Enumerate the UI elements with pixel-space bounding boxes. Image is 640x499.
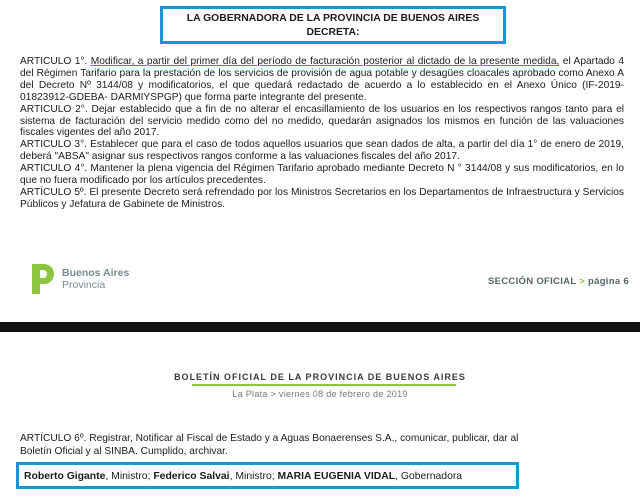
article-5-label: ARTÍCULO 5º. — [20, 186, 87, 198]
decree-header-line1: LA GOBERNADORA DE LA PROVINCIA DE BUENOS AIRES — [186, 13, 480, 24]
signer-2-role: , Ministro; — [229, 471, 278, 482]
section-label: SECCIÓN OFICIAL — [488, 276, 577, 287]
page-number: página 6 — [588, 276, 629, 287]
logo-text — [62, 268, 129, 291]
article-2 — [20, 104, 624, 140]
article-6 — [20, 433, 530, 458]
article-3-text: Establecer que para el caso de todos aquellos usuarios que sean dados de alta, a partir del día 1° de enero de 2019, deberá "ABSA" asignar sus respectivos rangos conforme a las valuaciones fiscales del año 2017. — [20, 139, 624, 163]
article-5 — [20, 187, 624, 211]
article-6-label: ARTÍCULO 6º. — [20, 433, 87, 444]
articles-body — [20, 56, 624, 211]
decree-header — [160, 6, 506, 44]
article-5-text: El presente Decreto será refrendado por los Ministros Secretarios en los Departamentos de Infraestructura y Servicios Públicos y Jefatura de Gabinete de Ministros. — [20, 186, 624, 210]
signer-2-name: Federico Salvai — [153, 471, 230, 482]
article-4-text: Mantener la plena vigencia del Régimen Tarifario aprobado mediante Decreto N ° 3144/08 y sus modificatorios, en lo que no fuera modificado por los artículos precedentes. — [20, 163, 624, 187]
logo-line2: Provincia — [62, 278, 106, 291]
signer-3-role: , Gobernadora — [395, 471, 463, 482]
article-1 — [20, 56, 624, 104]
section-arrow: > — [579, 276, 586, 287]
bulletin-title: BOLETÍN OFICIAL DE LA PROVINCIA DE BUENOS AIRES — [174, 372, 466, 382]
article-1-text: el Apartado 4 del Régimen Tarifario para la prestación de los servicios de provisión de agua potable y desagües cloacales aprobado como Anexo A del Decreto Nº 3144/08 y modificatorios, el que quedará redactado de acuerdo a lo establecido en el Anexo Único (IF-2019-01823912-GDEBA- DARMIYSPGP) que forma parte integrante del presente. — [20, 56, 624, 103]
signer-1-name: Roberto Gigante — [24, 471, 106, 482]
buenos-aires-logo-icon — [28, 262, 56, 296]
article-3 — [20, 139, 624, 163]
bulletin-rule — [192, 384, 456, 386]
signer-3-name: MARIA EUGENIA VIDAL — [277, 471, 396, 482]
signer-1-role: , Ministro; — [105, 471, 154, 482]
bulletin-subtitle: La Plata > viernes 08 de febrero de 2019 — [232, 389, 408, 399]
article-4-label: ARTICULO 4°. — [20, 163, 88, 175]
article-4 — [20, 163, 624, 187]
article-1-label: ARTICULO 1°. — [20, 56, 88, 67]
page-divider — [0, 322, 640, 332]
logo-line1: Buenos Aires — [62, 267, 130, 279]
article-2-text: Dejar establecido que a fin de no alterar el encasillamiento de los usuarios en los respectivos rangos tanto para el sistema de facturación del servicio medido como del no medido, quedarán asignados los mismos en función de las valuaciones fiscales vigentes del año 2017. — [20, 103, 624, 139]
section-footer — [488, 276, 629, 287]
signers-box — [16, 462, 519, 489]
article-2-label: ARTICULO 2°. — [20, 103, 88, 115]
article-6-text: Registrar, Notificar al Fiscal de Estado y a Aguas Bonaerenses S.A., comunicar, publicar, dar al Boletín Oficial y al SINBA. Cumplido, archivar. — [20, 433, 519, 457]
article-3-label: ARTICULO 3°. — [20, 139, 87, 151]
decree-header-line2: DECRETA: — [306, 27, 360, 38]
article-1-highlighted-text: Modificar, a partir del primer día del período de facturación posterior al dictado de la presente medida, — [90, 56, 560, 67]
